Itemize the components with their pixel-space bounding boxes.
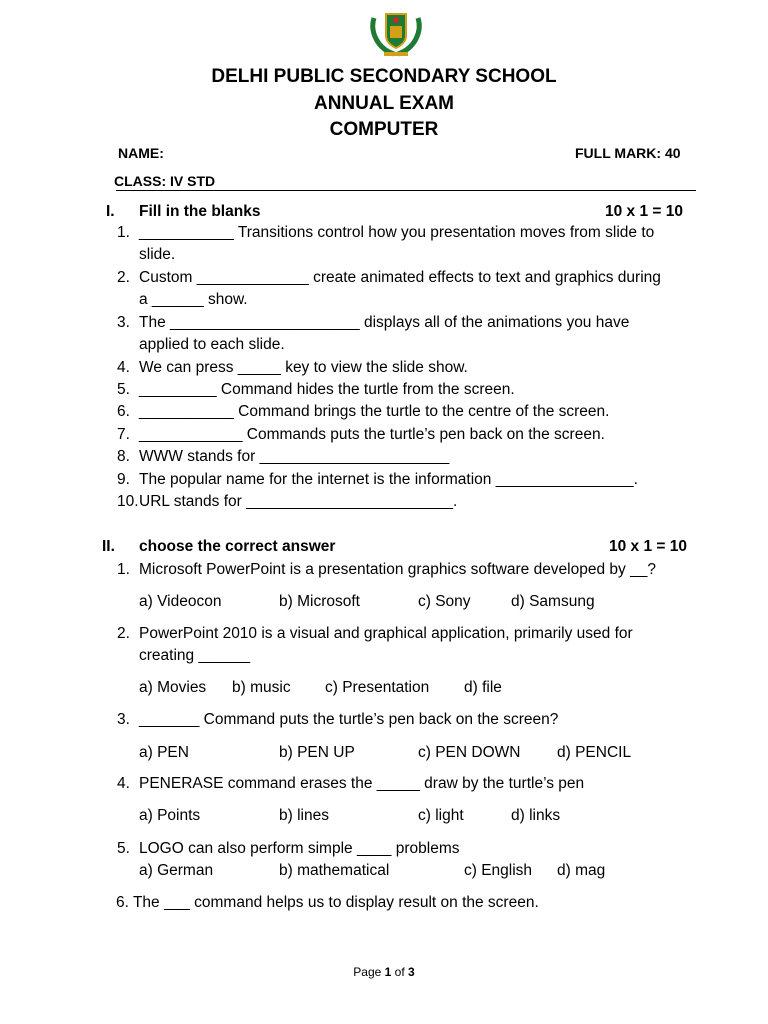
s2-question: PENERASE command erases the _____ draw by the turtle’s pen: [139, 775, 585, 792]
header-divider: [116, 190, 696, 191]
s2-item-number: 5.: [117, 840, 130, 857]
s1-item-text-cont: slide.: [139, 246, 176, 263]
s2-option: c) PEN DOWN: [418, 744, 521, 761]
page-word: Page: [353, 965, 382, 979]
s1-item-text: The popular name for the internet is the information ________________.: [139, 471, 638, 488]
s2-option: b) PEN UP: [279, 744, 355, 761]
s1-item-number: 10.: [117, 493, 139, 510]
s2-option: b) Microsoft: [279, 593, 360, 610]
page-footer: [0, 965, 768, 979]
s2-question-6: 6. The ___ command helps us to display result on the screen.: [116, 894, 539, 911]
s2-option: a) Movies: [139, 679, 207, 696]
s2-question: PowerPoint 2010 is a visual and graphical application, primarily used for: [139, 625, 633, 642]
s1-item-number: 2.: [117, 269, 130, 286]
s1-item-number: 9.: [117, 471, 130, 488]
s1-item-text: ___________ Command brings the turtle to the centre of the screen.: [139, 403, 610, 420]
s1-item-number: 4.: [117, 359, 130, 376]
s1-item-text-cont: a ______ show.: [139, 291, 248, 308]
s2-option: c) Presentation: [325, 679, 430, 696]
s1-item-text: ___________ Transitions control how you presentation moves from slide to: [139, 224, 655, 241]
s1-item-number: 6.: [117, 403, 130, 420]
exam-title: ANNUAL EXAM: [313, 93, 455, 114]
s2-option: c) Sony: [418, 593, 471, 610]
s2-item-number: 4.: [117, 775, 130, 792]
s1-item-text: WWW stands for ______________________: [139, 448, 450, 465]
section2-title: choose the correct answer: [139, 538, 336, 555]
page-total: 3: [408, 965, 415, 979]
s1-item-number: 3.: [117, 314, 130, 331]
s1-item-number: 5.: [117, 381, 130, 398]
s2-option: d) PENCIL: [557, 744, 632, 761]
s2-option: a) Videocon: [139, 593, 222, 610]
s1-item-number: 8.: [117, 448, 130, 465]
s1-item-text: URL stands for ________________________.: [139, 493, 458, 510]
s2-option: b) mathematical: [279, 862, 390, 879]
section1-number: I.: [106, 203, 115, 220]
school-logo-icon: [368, 10, 424, 58]
section2-marks: 10 x 1 = 10: [609, 538, 687, 555]
s2-question: LOGO can also perform simple ____ problems: [139, 840, 460, 857]
s1-item-text: We can press _____ key to view the slide show.: [139, 359, 468, 376]
s2-question: _______ Command puts the turtle’s pen back on the screen?: [139, 711, 559, 728]
s1-item-text: _________ Command hides the turtle from the screen.: [139, 381, 515, 398]
s1-item-text: ____________ Commands puts the turtle’s pen back on the screen.: [139, 426, 605, 443]
subject-title: COMPUTER: [329, 119, 439, 140]
s1-item-number: 1.: [117, 224, 130, 241]
s2-question: Microsoft PowerPoint is a presentation graphics software developed by __?: [139, 561, 656, 578]
s2-option: d) mag: [557, 862, 606, 879]
of-word: of: [394, 965, 405, 979]
s2-item-number: 3.: [117, 711, 130, 728]
name-label: NAME:: [118, 145, 164, 161]
s1-item-number: 7.: [117, 426, 130, 443]
s2-option: b) music: [232, 679, 291, 696]
s2-item-number: 2.: [117, 625, 130, 642]
s2-option: a) Points: [139, 807, 201, 824]
s2-option: b) lines: [279, 807, 329, 824]
class-label: CLASS: IV STD: [114, 173, 216, 189]
school-name: DELHI PUBLIC SECONDARY SCHOOL: [211, 66, 557, 87]
s1-item-text: Custom _____________ create animated effects to text and graphics during: [139, 269, 661, 286]
s1-item-text-cont: applied to each slide.: [139, 336, 285, 353]
s2-item-number: 1.: [117, 561, 130, 578]
s2-option: a) German: [139, 862, 214, 879]
s2-option: a) PEN: [139, 744, 189, 761]
section1-title: Fill in the blanks: [139, 203, 261, 220]
section2-number: II.: [102, 538, 115, 555]
s2-option: d) Samsung: [511, 593, 595, 610]
s2-option: c) English: [464, 862, 533, 879]
s2-option: d) links: [511, 807, 561, 824]
s2-question-cont: creating ______: [139, 647, 251, 664]
section1-marks: 10 x 1 = 10: [605, 203, 683, 220]
s2-option: d) file: [464, 679, 502, 696]
full-mark: FULL MARK: 40: [575, 145, 681, 161]
s2-option: c) light: [418, 807, 464, 824]
s1-item-text: The ______________________ displays all of the animations you have: [139, 314, 630, 331]
page-number: 1: [384, 965, 392, 979]
